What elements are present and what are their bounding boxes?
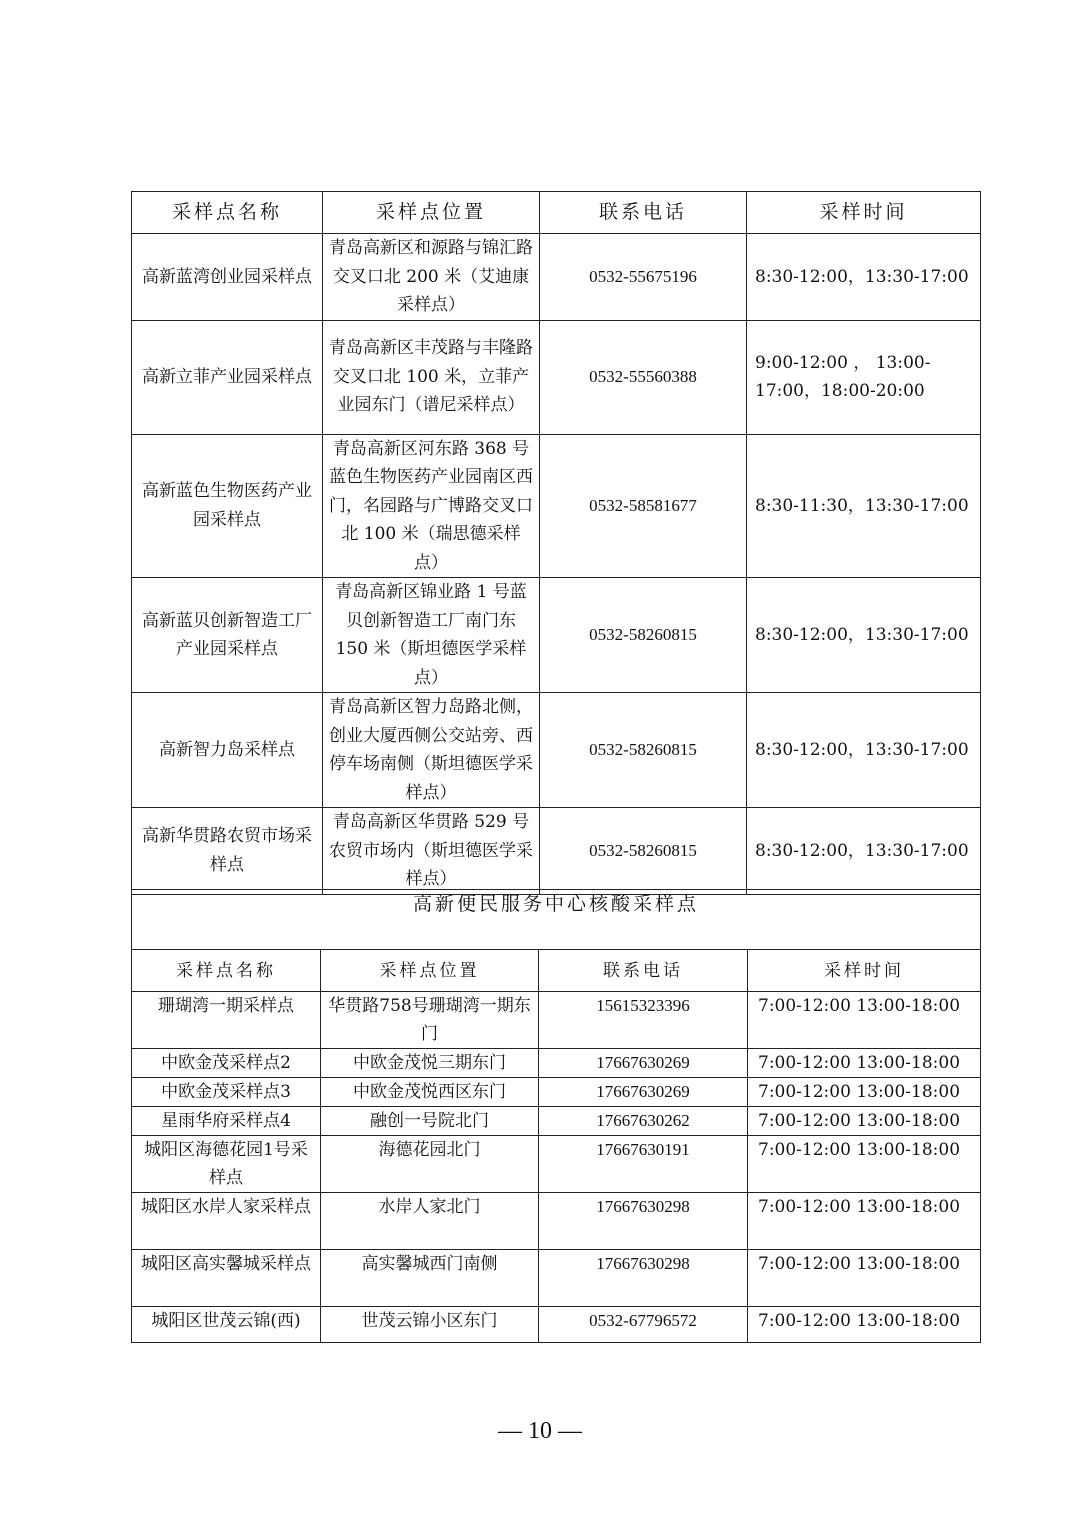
- section-title-row: [132, 890, 981, 950]
- site-time: 7:00-12:00 13:00-18:00: [748, 1193, 981, 1250]
- table-row: [132, 1307, 981, 1343]
- site-time: 8:30-12:00，13:30-17:00: [747, 693, 981, 808]
- site-name: 高新蓝色生物医药产业园采样点: [132, 434, 323, 578]
- site-location: 中欧金茂悦三期东门: [321, 1049, 539, 1078]
- site-location: 青岛高新区河东路 368 号蓝色生物医药产业园南区西门，名园路与广博路交叉口北 100 米（瑞思德采样点）: [323, 434, 540, 578]
- table-row: [132, 578, 981, 693]
- site-location: 融创一号院北门: [321, 1107, 539, 1136]
- site-time: 7:00-12:00 13:00-18:00: [748, 1250, 981, 1307]
- site-name: 中欧金茂采样点3: [132, 1078, 321, 1107]
- site-name: 中欧金茂采样点2: [132, 1049, 321, 1078]
- site-location: 中欧金茂悦西区东门: [321, 1078, 539, 1107]
- table-header-row: [132, 950, 981, 992]
- table-row: [132, 320, 981, 434]
- table-row: [132, 1136, 981, 1193]
- site-time: 9:00-12:00 ， 13:00-17:00，18:00-20:00: [747, 320, 981, 434]
- site-name: 高新蓝贝创新智造工厂产业园采样点: [132, 578, 323, 693]
- site-phone: 17667630191: [539, 1136, 748, 1193]
- site-location: 高实馨城西门南侧: [321, 1250, 539, 1307]
- site-time: 7:00-12:00 13:00-18:00: [748, 1136, 981, 1193]
- site-phone: 0532-58581677: [540, 434, 747, 578]
- header-name: 采样点名称: [132, 950, 321, 992]
- table-row: [132, 1049, 981, 1078]
- site-location: 世茂云锦小区东门: [321, 1307, 539, 1343]
- table-row: [132, 1107, 981, 1136]
- site-name: 城阳区世茂云锦(西): [132, 1307, 321, 1343]
- site-name: 城阳区海德花园1号采样点: [132, 1136, 321, 1193]
- table-row: [132, 808, 981, 895]
- site-location: 青岛高新区智力岛路北侧，创业大厦西侧公交站旁、西停车场南侧（斯坦德医学采样点）: [323, 693, 540, 808]
- site-time: 8:30-12:00，13:30-17:00: [747, 578, 981, 693]
- table-row: [132, 693, 981, 808]
- site-time: 8:30-12:00，13:30-17:00: [747, 234, 981, 321]
- site-location: 青岛高新区华贯路 529 号农贸市场内（斯坦德医学采样点）: [323, 808, 540, 895]
- table-row: [132, 992, 981, 1049]
- site-name: 高新立菲产业园采样点: [132, 320, 323, 434]
- site-time: 7:00-12:00 13:00-18:00: [748, 992, 981, 1049]
- table-row: [132, 1078, 981, 1107]
- header-phone: 联系电话: [539, 950, 748, 992]
- site-time: 7:00-12:00 13:00-18:00: [748, 1078, 981, 1107]
- site-time: 7:00-12:00 13:00-18:00: [748, 1107, 981, 1136]
- table-row: [132, 1193, 981, 1250]
- site-name: 高新智力岛采样点: [132, 693, 323, 808]
- site-time: 7:00-12:00 13:00-18:00: [748, 1307, 981, 1343]
- site-location: 华贯路758号珊瑚湾一期东门: [321, 992, 539, 1049]
- site-phone: 0532-58260815: [540, 693, 747, 808]
- site-phone: 0532-67796572: [539, 1307, 748, 1343]
- site-location: 水岸人家北门: [321, 1193, 539, 1250]
- header-name: 采样点名称: [132, 192, 323, 234]
- site-phone: 17667630262: [539, 1107, 748, 1136]
- header-phone: 联系电话: [540, 192, 747, 234]
- header-time: 采样时间: [747, 192, 981, 234]
- site-location: 青岛高新区锦业路 1 号蓝贝创新智造工厂南门东 150 米（斯坦德医学采样点）: [323, 578, 540, 693]
- site-time: 8:30-11:30，13:30-17:00: [747, 434, 981, 578]
- table-row: [132, 1250, 981, 1307]
- site-name: 城阳区高实馨城采样点: [132, 1250, 321, 1307]
- site-location: 青岛高新区和源路与锦汇路交叉口北 200 米（艾迪康采样点）: [323, 234, 540, 321]
- site-name: 珊瑚湾一期采样点: [132, 992, 321, 1049]
- header-time: 采样时间: [748, 950, 981, 992]
- table-row: [132, 434, 981, 578]
- site-phone: 0532-58260815: [540, 808, 747, 895]
- header-location: 采样点位置: [321, 950, 539, 992]
- site-phone: 17667630269: [539, 1078, 748, 1107]
- site-name: 高新华贯路农贸市场采样点: [132, 808, 323, 895]
- site-name: 城阳区水岸人家采样点: [132, 1193, 321, 1250]
- site-phone: 17667630298: [539, 1193, 748, 1250]
- sampling-points-table: [131, 191, 981, 895]
- site-phone: 0532-58260815: [540, 578, 747, 693]
- page-number: — 10 —: [498, 1418, 582, 1444]
- table-row: [132, 234, 981, 321]
- site-phone: 0532-55675196: [540, 234, 747, 321]
- site-time: 8:30-12:00，13:30-17:00: [747, 808, 981, 895]
- section-title: 高新便民服务中心核酸采样点: [132, 890, 981, 950]
- site-location: 青岛高新区丰茂路与丰隆路交叉口北 100 米，立菲产业园东门（谱尼采样点）: [323, 320, 540, 434]
- site-phone: 15615323396: [539, 992, 748, 1049]
- site-phone: 17667630269: [539, 1049, 748, 1078]
- site-name: 星雨华府采样点4: [132, 1107, 321, 1136]
- site-name: 高新蓝湾创业园采样点: [132, 234, 323, 321]
- header-location: 采样点位置: [323, 192, 540, 234]
- site-time: 7:00-12:00 13:00-18:00: [748, 1049, 981, 1078]
- site-phone: 0532-55560388: [540, 320, 747, 434]
- site-phone: 17667630298: [539, 1250, 748, 1307]
- table-header-row: [132, 192, 981, 234]
- service-center-table: [131, 889, 981, 1343]
- site-location: 海德花园北门: [321, 1136, 539, 1193]
